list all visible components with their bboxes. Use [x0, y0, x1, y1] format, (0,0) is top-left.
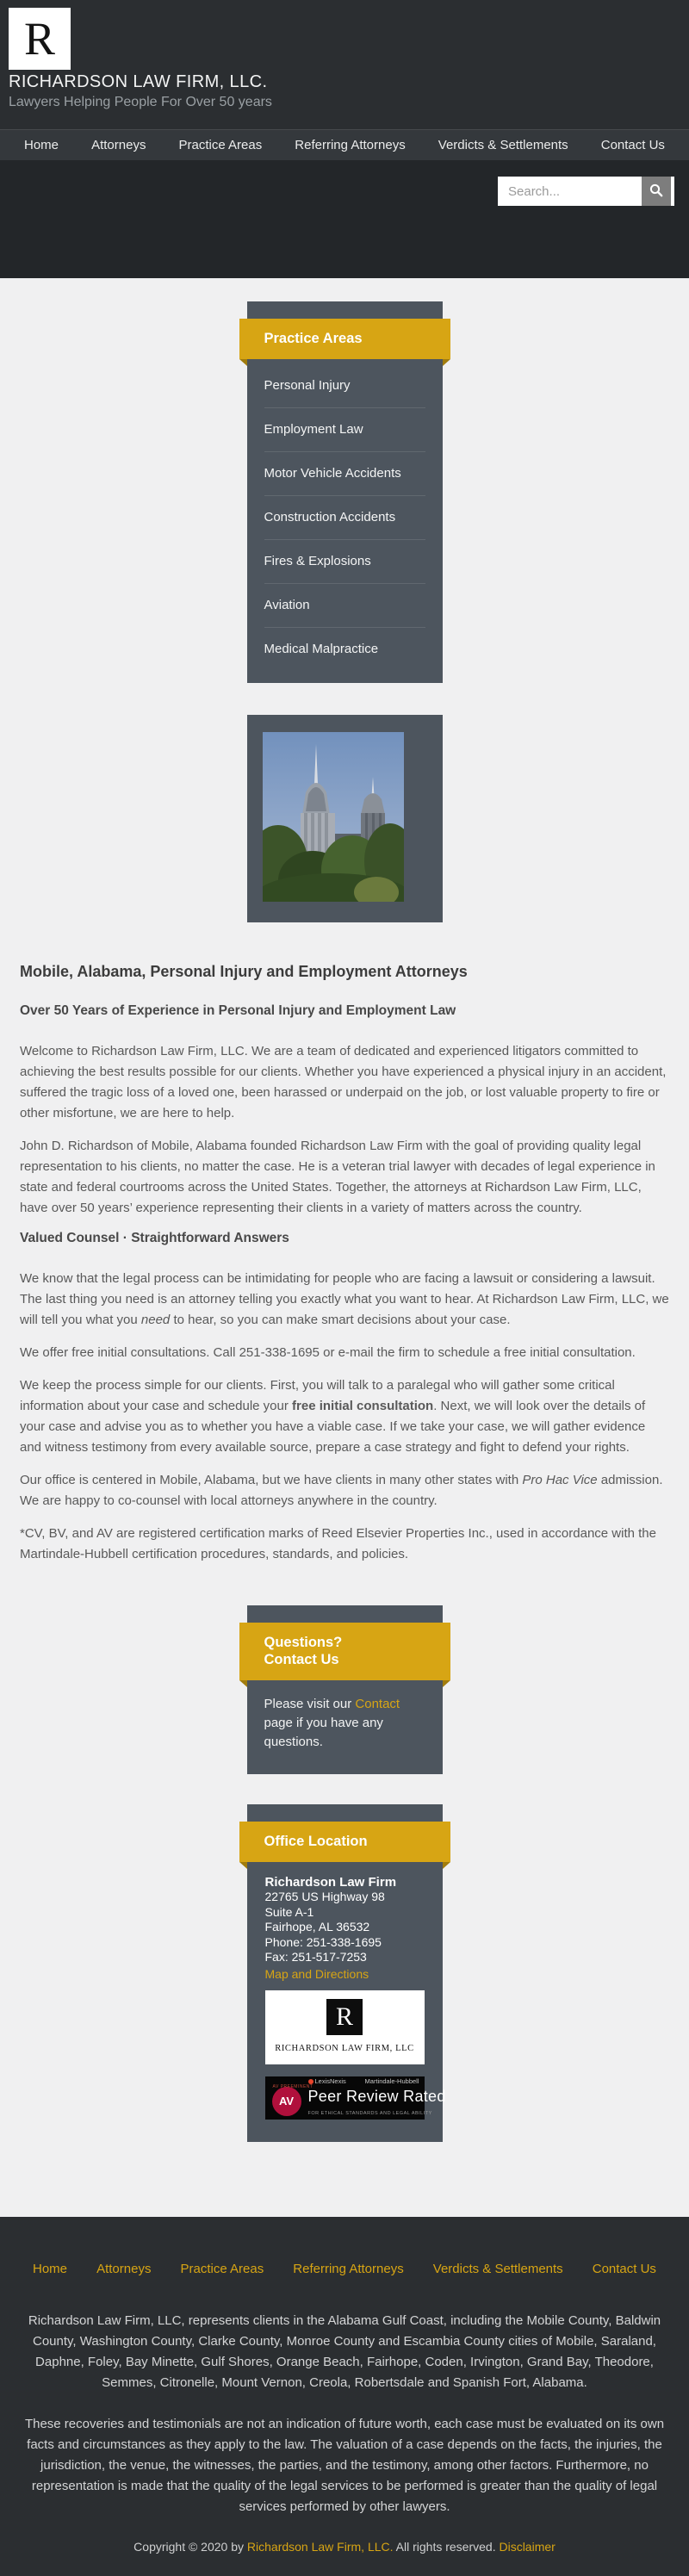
disclaimer-link[interactable]: Disclaimer: [499, 2539, 556, 2554]
lexisnexis-brand: [308, 2074, 346, 2089]
firm-logo-badge: [265, 1990, 425, 2064]
practice-area-medical-malpractice[interactable]: Medical Malpractice: [264, 641, 379, 656]
list-item: [264, 539, 425, 583]
practice-area-construction[interactable]: Construction Accidents: [264, 509, 396, 525]
site-tagline: Lawyers Helping People For Over 50 years: [9, 95, 272, 109]
text-segment: All rights reserved.: [393, 2539, 500, 2554]
office-widget-title: Office Location: [264, 1833, 368, 1849]
contact-ribbon: [239, 1623, 450, 1680]
practice-area-fires-explosions[interactable]: Fires & Explosions: [264, 553, 371, 568]
firm-logo-badge-name: RICHARDSON LAW FIRM, LLC: [275, 2044, 414, 2053]
text-segment: admission. We are happy to co-counsel with local attorneys anywhere in the country.: [20, 1472, 663, 1508]
footer-nav-home[interactable]: Home: [33, 2261, 68, 2276]
list-item: [264, 495, 425, 539]
footer-disclaimer-text: These recoveries and testimonials are not an indication of future worth, each case must be evaluated on its own facts and circumstances as they apply to the law. The valuation of a case depends on the facts, the injuries, the jurisdiction, the venue, the witnesses, the parties, and the testimony, among other factors. Furthermore, no representation is made that the quality of the legal services to be performed is greater than the quality of legal services performed by other lawyers.: [24, 2416, 665, 2514]
office-address-line1: 22765 US Highway 98: [264, 1890, 385, 1903]
martindale-hubbell-brand: Martindale-Hubbell: [364, 2076, 419, 2085]
nav-item-attorneys[interactable]: Attorneys: [91, 138, 146, 152]
list-item: [264, 407, 425, 451]
av-badge-subtext: FOR ETHICAL STANDARDS AND LEGAL ABILITY: [307, 2110, 432, 2116]
section-heading-valued-counsel: Valued Counsel · Straightforward Answers: [20, 1230, 289, 1245]
text-segment: . Next, we will look over the details of your case and advise you as to whether you have a viable case. If we take your case, we will gather evidence and witness testimony from every available source, prepare a case strategy and fight to defend your rights.: [20, 1398, 646, 1455]
office-firm-name: Richardson Law Firm: [264, 1874, 397, 1890]
nav-item-contact[interactable]: Contact Us: [600, 138, 665, 152]
text-segment: We keep the process simple for our clients. First, you will talk to a paralegal who will gather some critical information about your case and schedule your: [20, 1377, 615, 1413]
contact-widget-body: [247, 1680, 443, 1774]
logo-r-monogram: R: [23, 13, 56, 65]
paragraph-welcome: Welcome to Richardson Law Firm, LLC. We are a team of dedicated and experienced litigators committed to achieving the best results possible for our clients. Whether you have experienced a physical injury in an accident, suffered the tragic loss of a loved one, been harassed or underpaid on the job, or lost valuable property to fire or other misfortune, we are here to help.: [20, 1043, 667, 1120]
footer-nav-referring-attorneys[interactable]: Referring Attorneys: [293, 2261, 404, 2276]
copyright-line: [0, 2540, 689, 2554]
office-fax: Fax: 251-517-7253: [264, 1950, 367, 1964]
map-directions-link[interactable]: Map and Directions: [264, 1966, 369, 1981]
practice-areas-ribbon: [239, 319, 450, 359]
office-location-widget: [247, 1804, 446, 2142]
practice-area-personal-injury[interactable]: Personal Injury: [264, 377, 351, 393]
text-segment: to hear, so you can make smart decisions about your case.: [170, 1312, 511, 1327]
firm-logo[interactable]: [9, 8, 71, 70]
text-segment-italic: Pro Hac Vice: [522, 1472, 598, 1487]
footer-nav-verdicts[interactable]: Verdicts & Settlements: [432, 2261, 563, 2276]
paragraph-founder: John D. Richardson of Mobile, Alabama founded Richardson Law Firm with the goal of providing quality legal representation to his clients, no matter the case. He is a veteran trial lawyer with decades of legal experience in state and federal courtrooms across the United States. Together, the attorneys at Richardson Law Firm, LLC, have over 50 years’ experience representing their clients in a variety of matters across the country.: [20, 1138, 655, 1215]
footer-nav-contact[interactable]: Contact Us: [592, 2261, 656, 2276]
practice-area-motor-vehicle[interactable]: Motor Vehicle Accidents: [264, 465, 401, 481]
nav-item-practice-areas[interactable]: Practice Areas: [178, 138, 263, 152]
page-content: [0, 278, 689, 2178]
footer-nav: [0, 2262, 689, 2276]
paragraph-legal-process: [20, 1269, 669, 1331]
page-title: Mobile, Alabama, Personal Injury and Employment Attorneys: [20, 962, 468, 980]
search-input[interactable]: [498, 177, 637, 206]
list-item: [264, 583, 425, 627]
paragraph-consultations: We offer free initial consultations. Call 251-338-1695 or e-mail the firm to schedule a free initial consultation.: [20, 1344, 636, 1360]
footer-nav-attorneys[interactable]: Attorneys: [96, 2261, 152, 2276]
peer-review-rated-label: Peer Review Rated: [307, 2088, 446, 2106]
practice-area-employment-law[interactable]: Employment Law: [264, 421, 363, 437]
office-city-state-zip: Fairhope, AL 36532: [264, 1920, 370, 1934]
footer-service-area-text: Richardson Law Firm, LLC, represents clients in the Alabama Gulf Coast, including the Mobile County, Baldwin County, Washington County, Clarke County, Monroe County and Escambia County cities of Mobile, Saraland, Daphne, Foley, Bay Minette, Gulf Shores, Orange Beach, Fairhope, Coden, Irvington, Grand Bay, Theodore, Semmes, Citronelle, Mount Vernon, Creola, Robertsdale and Spanish Fort, Alabama.: [28, 2312, 661, 2390]
list-item: [264, 451, 425, 495]
av-peer-review-badge[interactable]: [265, 2076, 446, 2120]
contact-widget-title: Questions? Contact Us: [264, 1634, 343, 1668]
paragraph-office: [20, 1470, 669, 1511]
nav-item-verdicts[interactable]: Verdicts & Settlements: [438, 138, 568, 152]
av-badge-text: [305, 2074, 446, 2122]
site-footer: [0, 2217, 689, 2576]
paragraph-certification-note: *CV, BV, and AV are registered certification marks of Reed Elsevier Properties Inc., used in accordance with the Martindale-Hubbell certification procedures, standards, and policies.: [20, 1525, 656, 1561]
logo-r-monogram: R: [335, 2002, 353, 2032]
practice-area-aviation[interactable]: Aviation: [264, 597, 310, 612]
text-segment-italic: need: [140, 1312, 171, 1327]
search-icon: [649, 183, 663, 200]
text-segment-bold: free initial consultation: [292, 1398, 434, 1413]
site-title: RICHARDSON LAW FIRM, LLC.: [9, 72, 268, 91]
site-header: [0, 0, 689, 129]
text-segment: Please visit our: [264, 1696, 356, 1711]
text-segment: Our office is centered in Mobile, Alabama, but we have clients in many other states with: [20, 1472, 523, 1487]
photo-widget: [247, 715, 443, 922]
office-address-line2: Suite A-1: [264, 1904, 314, 1919]
office-phone: Phone: 251-338-1695: [264, 1934, 382, 1949]
sub-header: [0, 160, 689, 278]
office-ribbon: [239, 1822, 450, 1862]
av-rating-icon: AV: [272, 2087, 301, 2116]
list-item: [264, 627, 425, 671]
page-subtitle: Over 50 Years of Experience in Personal Injury and Employment Law: [20, 1002, 456, 1018]
nav-item-home[interactable]: Home: [24, 138, 59, 152]
list-item: [264, 364, 425, 407]
av-preeminent-label: AV PREEMINENT: [272, 2083, 313, 2089]
search-button[interactable]: [642, 177, 671, 206]
practice-areas-widget: [247, 301, 443, 683]
main-article: [0, 922, 689, 1605]
practice-areas-title: Practice Areas: [264, 331, 363, 346]
paragraph-process: [20, 1375, 669, 1458]
logo-r-square: [326, 1999, 363, 2035]
main-nav: [0, 129, 689, 160]
contact-widget: [247, 1605, 443, 1774]
text-segment: We know that the legal process can be intimidating for people who are facing a lawsuit or considering a lawsuit. The last thing you need is an attorney telling you exactly what you want to hear. At Richardson Law Firm, LLC, we will tell you what you: [20, 1270, 669, 1327]
footer-nav-practice-areas[interactable]: Practice Areas: [180, 2261, 264, 2276]
search-bar: [498, 177, 674, 206]
office-widget-body: [247, 1862, 446, 2142]
text-segment: page if you have any questions.: [264, 1715, 383, 1749]
nav-item-referring-attorneys[interactable]: Referring Attorneys: [295, 138, 406, 152]
practice-areas-list: [247, 364, 443, 676]
text-segment: LexisNexis: [314, 2076, 346, 2085]
copyright-firm-link[interactable]: Richardson Law Firm, LLC.: [246, 2539, 394, 2554]
text-segment: Copyright © 2020 by: [133, 2539, 247, 2554]
contact-page-link[interactable]: Contact: [355, 1696, 400, 1711]
skyline-photo: [263, 732, 404, 902]
